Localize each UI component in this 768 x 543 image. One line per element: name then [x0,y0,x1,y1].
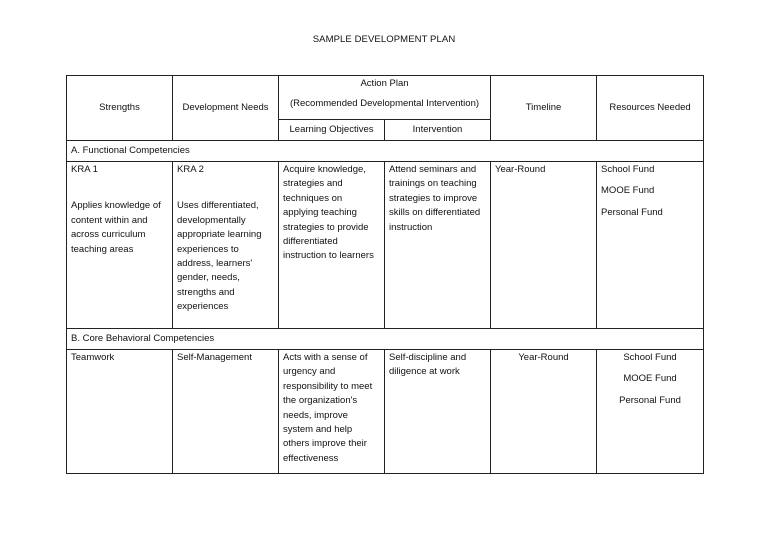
section-label: A. Functional Competencies [67,141,704,162]
needs-title: KRA 2 [177,164,204,175]
learning-objectives-cell: Acquire knowledge, strategies and techniques on applying teaching strategies to provide differentiated instruction to learners [279,162,385,329]
section-row-core-behavioral [67,329,704,350]
learning-objectives-cell: Acts with a sense of urgency and responsibility to meet the organization's needs, improve system and help others improve their effectiveness [279,350,385,474]
intervention-cell: Self-discipline and diligence at work [385,350,491,474]
timeline-cell: Year-Round [491,350,597,474]
resource-item: MOOE Fund [623,373,677,385]
timeline-cell: Year-Round [491,162,597,329]
spacer [177,177,274,199]
table-row [67,162,704,329]
resource-item: MOOE Fund [601,185,655,197]
spacer [71,177,168,199]
development-needs-cell [173,162,279,329]
header-intervention: Intervention [385,120,491,141]
intervention-cell: Attend seminars and trainings on teaching strategies to improve skills on differentiated instruction [385,162,491,329]
header-development-needs: Development Needs [173,76,279,141]
development-needs-cell: Self-Management [173,350,279,474]
header-action-plan-title: Action Plan [360,78,409,89]
header-action-plan [279,76,491,120]
development-plan-table [66,75,704,474]
document-title: SAMPLE DEVELOPMENT PLAN [312,34,456,45]
strengths-cell: Teamwork [67,350,173,474]
header-timeline: Timeline [491,76,597,141]
resource-item: Personal Fund [601,206,663,218]
section-label: B. Core Behavioral Competencies [67,329,704,350]
section-row-functional [67,141,704,162]
resource-item: Personal Fund [619,394,681,406]
header-learning-objectives: Learning Objectives [279,120,385,141]
needs-text: Uses differentiated, developmentally appropriate learning experiences to address, learners' gender, needs, strengths and experiences [177,200,262,313]
header-row [67,76,704,120]
strengths-text: Applies knowledge of content within and across curriculum teaching areas [71,200,161,255]
table-row [67,350,704,474]
strengths-title: KRA 1 [71,164,98,175]
resource-item: School Fund [623,352,677,363]
header-strengths: Strengths [67,76,173,141]
resource-item: School Fund [601,164,655,175]
header-resources-needed: Resources Needed [597,76,704,141]
resources-cell [597,350,704,474]
strengths-cell [67,162,173,329]
resources-cell [597,162,704,329]
header-action-plan-subtitle: (Recommended Developmental Intervention) [289,98,480,110]
